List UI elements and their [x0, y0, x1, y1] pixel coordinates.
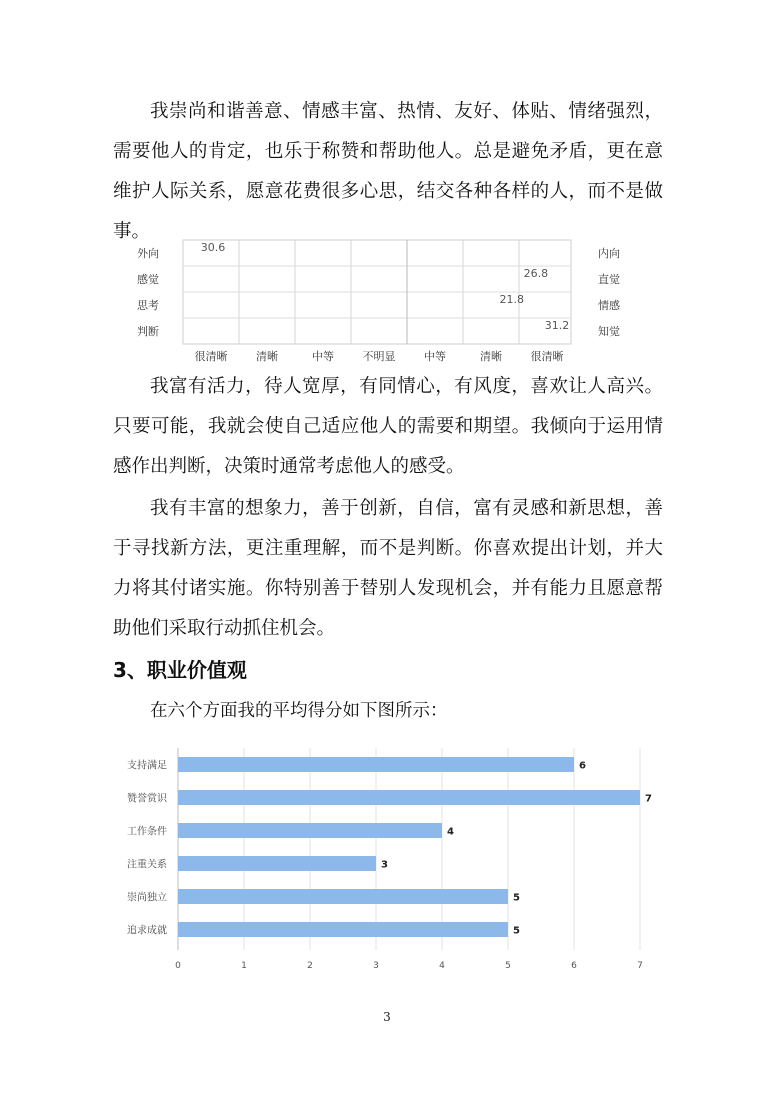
values-category-label: 赞誉赏识 — [127, 793, 167, 805]
values-data-label: 7 — [645, 793, 652, 805]
values-bar — [178, 790, 640, 805]
mbti-right-label: 直觉 — [598, 273, 620, 286]
page-number: 3 — [383, 1010, 391, 1024]
mbti-left-label: 判断 — [137, 325, 159, 338]
mbti-x-tick-label: 中等 — [424, 350, 446, 363]
mbti-x-tick-label: 很清晰 — [194, 350, 228, 363]
values-data-label: 4 — [447, 826, 454, 838]
mbti-left-label: 外向 — [137, 247, 159, 260]
mbti-left-label: 思考 — [137, 299, 159, 312]
paragraph-personality-1: 我崇尚和谐善意、情感丰富、热情、友好、体贴、情绪强烈，需要他人的肯定，也乐于称赞和帮助他人。总是避免矛盾，更在意维护人际关系，愿意花费很多心思，结交各种各样的人，而不是做事。 — [113, 101, 663, 242]
values-x-tick-label: 3 — [373, 961, 379, 971]
values-x-tick-label: 6 — [571, 961, 577, 971]
values-category-label: 工作条件 — [127, 826, 167, 838]
values-bar — [178, 889, 508, 904]
values-x-tick-label: 7 — [637, 961, 643, 971]
mbti-x-tick-label: 不明显 — [362, 350, 396, 363]
mbti-score-label: 21.8 — [499, 293, 525, 306]
mbti-right-label: 知觉 — [598, 325, 620, 338]
mbti-score-label: 31.2 — [544, 319, 570, 332]
values-category-label: 崇尚独立 — [127, 892, 167, 904]
values-data-label: 5 — [513, 892, 520, 904]
mbti-preference-chart — [115, 232, 620, 363]
mbti-x-tick-label: 很清晰 — [530, 350, 564, 363]
mbti-x-tick-label: 清晰 — [256, 350, 278, 363]
values-x-tick-label: 0 — [175, 961, 181, 971]
values-bar — [178, 757, 574, 772]
mbti-score-label: 26.8 — [523, 267, 549, 280]
mbti-marks — [137, 241, 620, 363]
mbti-x-tick-label: 中等 — [312, 350, 334, 363]
mbti-right-label: 情感 — [598, 299, 620, 312]
mbti-right-label: 内向 — [598, 247, 620, 260]
mbti-grid — [183, 240, 571, 344]
section-title: 3、职业价值观 — [113, 658, 247, 682]
values-bar — [178, 823, 442, 838]
values-bar — [178, 922, 508, 937]
mbti-left-label: 感觉 — [137, 273, 159, 286]
values-data-label: 6 — [579, 760, 586, 772]
values-bar — [178, 856, 376, 871]
career-values-chart — [115, 740, 652, 971]
values-category-label: 支持满足 — [127, 760, 167, 772]
values-x-tick-label: 5 — [505, 961, 511, 971]
paragraph-personality-3: 我有丰富的想象力，善于创新，自信，富有灵感和新思想，善于寻找新方法，更注重理解，而不是判断。你喜欢提出计划，并大力将其付诸实施。你特别善于替别人发现机会，并有能力且愿意帮助他们采取行动抓住机会。 — [113, 498, 663, 639]
mbti-score-label: 30.6 — [200, 241, 226, 254]
values-x-tick-label: 1 — [241, 961, 247, 971]
values-grid — [178, 748, 640, 950]
values-x-tick-label: 4 — [439, 961, 445, 971]
values-category-label: 追求成就 — [127, 925, 167, 937]
section-intro: 在六个方面我的平均得分如下图所示： — [150, 701, 448, 721]
values-x-tick-label: 2 — [307, 961, 313, 971]
values-data-label: 5 — [513, 925, 520, 937]
values-category-label: 注重关系 — [127, 859, 167, 871]
values-data-label: 3 — [381, 859, 388, 871]
mbti-x-tick-label: 清晰 — [480, 350, 502, 363]
values-marks — [127, 757, 652, 971]
paragraph-personality-2: 我富有活力，待人宽厚，有同情心，有风度，喜欢让人高兴。只要可能，我就会使自己适应他人的需要和期望。我倾向于运用情感作出判断，决策时通常考虑他人的感受。 — [113, 376, 663, 477]
